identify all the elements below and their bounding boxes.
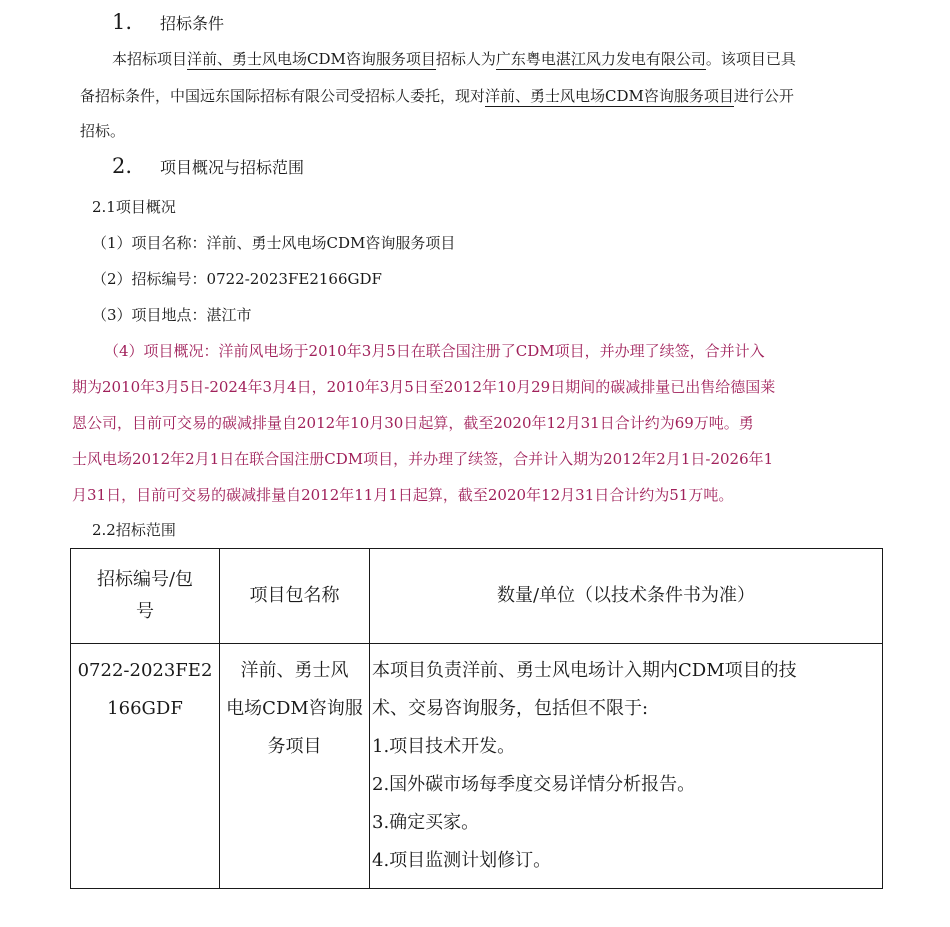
cell-scope-description [370, 644, 883, 889]
section-1-paragraph-line-3: 招标。 [80, 122, 126, 140]
p2-project-underlined: 洋前、勇士风电场CDM咨询服务项目 [485, 87, 734, 105]
header-package-name: 项目包名称 [220, 549, 370, 644]
item-project-name: （1）项目名称：洋前、勇士风电场CDM咨询服务项目 [92, 234, 456, 252]
header-quantity-unit: 数量/单位（以技术条件书为准） [370, 549, 883, 644]
header-tender-code-line-1: 招标编号/包 [96, 569, 194, 590]
cell-tender-code [71, 644, 220, 889]
section-1-paragraph-line-1 [112, 49, 796, 69]
p1-suffix: 。该项目已具 [705, 50, 796, 68]
item-overview-line-4: 士风电场2012年2月1日在联合国注册CDM项目，并办理了续签，合并计入期为2012年2月1日-2026年1 [72, 450, 774, 468]
scope-line-6: 4.项目监测计划修订。 [372, 850, 552, 871]
cell-package-name-line-2: 电场CDM咨询服 [226, 698, 363, 719]
tenderer-underlined: 广东粤电湛江风力发电有限公司 [495, 50, 706, 68]
header-tender-code [71, 549, 220, 644]
header-tender-code-line-2: 号 [136, 601, 154, 622]
project-name-underlined: 洋前、勇士风电场CDM咨询服务项目 [187, 50, 436, 68]
scope-line-5: 3.确定买家。 [372, 812, 480, 833]
table-header-row [71, 549, 883, 644]
section-1-number: 1. [112, 10, 133, 34]
item-overview-line-3: 恩公司，目前可交易的碳减排量自2012年10月30日起算，截至2020年12月31日合计约为69万吨。勇 [72, 414, 754, 432]
cell-tender-code-line-1: 0722-2023FE2 [77, 660, 213, 681]
scope-line-2: 术、交易咨询服务，包括但不限于: [372, 698, 649, 719]
p1-mid: 招标人为 [435, 50, 496, 68]
section-1-heading [112, 12, 224, 34]
item-project-location: （3）项目地点：湛江市 [92, 306, 252, 324]
scope-line-1: 本项目负责洋前、勇士风电场计入期内CDM项目的技 [372, 660, 797, 681]
item-overview-line-5: 月31日，目前可交易的碳减排量自2012年11月1日起算，截至2020年12月31日合计约为51万吨。 [72, 486, 734, 504]
section-1-paragraph-line-2 [80, 86, 794, 106]
cell-package-name [220, 644, 370, 889]
subsection-2-1: 2.1项目概况 [92, 198, 176, 216]
cell-tender-code-line-2: 166GDF [107, 698, 183, 719]
cell-package-name-line-3: 务项目 [267, 736, 322, 757]
scope-table [70, 548, 883, 889]
section-1-title: 招标条件 [160, 14, 225, 33]
p2-suffix: 进行公开 [733, 87, 794, 105]
section-2-title: 项目概况与招标范围 [160, 158, 305, 177]
section-2-number: 2. [112, 154, 133, 178]
scope-line-3: 1.项目技术开发。 [372, 736, 516, 757]
p2-prefix: 备招标条件，中国远东国际招标有限公司受招标人委托，现对 [80, 87, 486, 105]
subsection-2-2: 2.2招标范围 [92, 521, 176, 539]
item-tender-code: （2）招标编号：0722-2023FE2166GDF [92, 270, 382, 288]
scope-line-4: 2.国外碳市场每季度交易详情分析报告。 [372, 774, 696, 795]
item-overview-line-1: （4）项目概况：洋前风电场于2010年3月5日在联合国注册了CDM项目，并办理了续签，合并计入 [104, 342, 765, 360]
section-2-heading [112, 156, 304, 178]
table-row [71, 644, 883, 889]
cell-package-name-line-1: 洋前、勇士风 [240, 660, 349, 681]
p1-prefix: 本招标项目 [112, 50, 188, 68]
item-overview-line-2: 期为2010年3月5日-2024年3月4日，2010年3月5日至2012年10月29日期间的碳减排量已出售给德国莱 [72, 378, 776, 396]
